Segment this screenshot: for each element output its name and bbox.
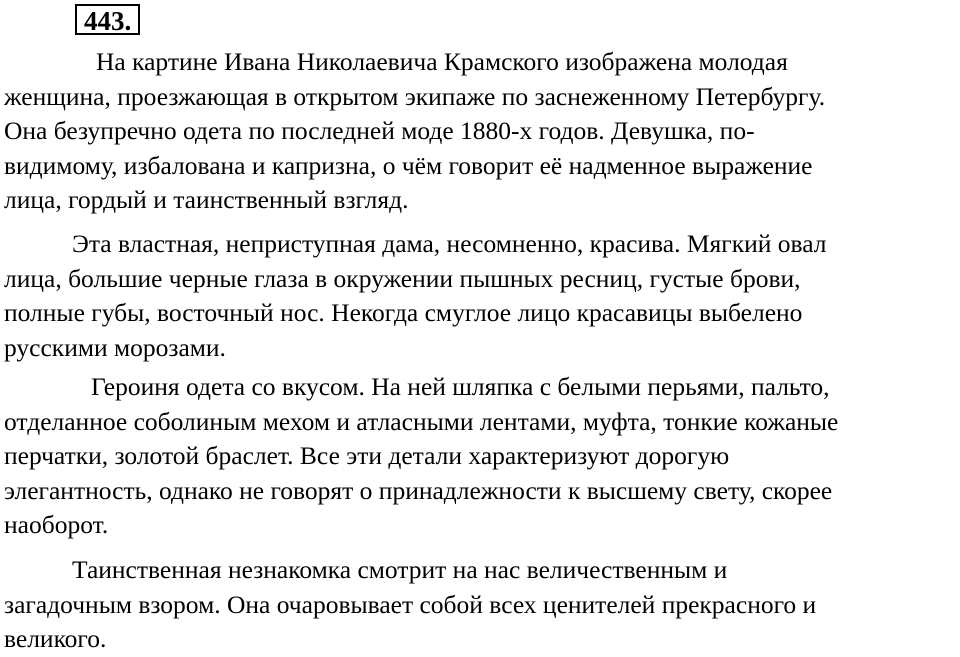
- paragraph-4: [4, 553, 960, 657]
- text-line: полные губы, восточный нос. Некогда смуглое лицо красавицы выбелено: [4, 298, 803, 327]
- text-line: наоборот.: [4, 510, 109, 539]
- text-line: На картине Ивана Николаевича Крамского изображена молодая: [96, 47, 788, 76]
- text-line: Она безупречно одета по последней моде 1880-х годов. Девушка, по-: [4, 116, 755, 145]
- text-line: Героиня одета со вкусом. На ней шляпка с белыми перьями, пальто,: [91, 372, 830, 401]
- paragraph-3: [4, 370, 960, 543]
- text-line: элегантность, однако не говорят о принадлежности к высшему свету, скорее: [4, 475, 833, 505]
- text-line: лица, гордый и таинственный взгляд.: [4, 185, 409, 214]
- text-line: видимому, избалована и капризна, о чём говорит её надменное выражение: [4, 150, 813, 180]
- text-line: загадочным взором. Она очаровывает собой всех ценителей прекрасного и: [4, 589, 817, 619]
- text-line: Таинственная незнакомка смотрит на нас величественным и: [72, 555, 728, 584]
- text-line: Эта властная, неприступная дама, несомненно, красива. Мягкий овал: [72, 229, 827, 258]
- paragraph-1: [4, 45, 960, 218]
- text-line: лица, большие черные глаза в окружении пышных ресниц, густые брови,: [4, 263, 801, 293]
- text-line: отделанное соболиным мехом и атласными лентами, муфта, тонкие кожаные: [4, 406, 839, 436]
- text-line: русскими морозами.: [4, 332, 226, 362]
- exercise-number: 443.: [75, 4, 140, 35]
- text-line: женщина, проезжающая в открытом экипаже по заснеженному Петербургу.: [4, 81, 826, 111]
- text-line: великого.: [4, 624, 107, 653]
- text-line: перчатки, золотой браслет. Все эти детали характеризуют дорогую: [4, 441, 730, 470]
- paragraph-2: [4, 227, 960, 365]
